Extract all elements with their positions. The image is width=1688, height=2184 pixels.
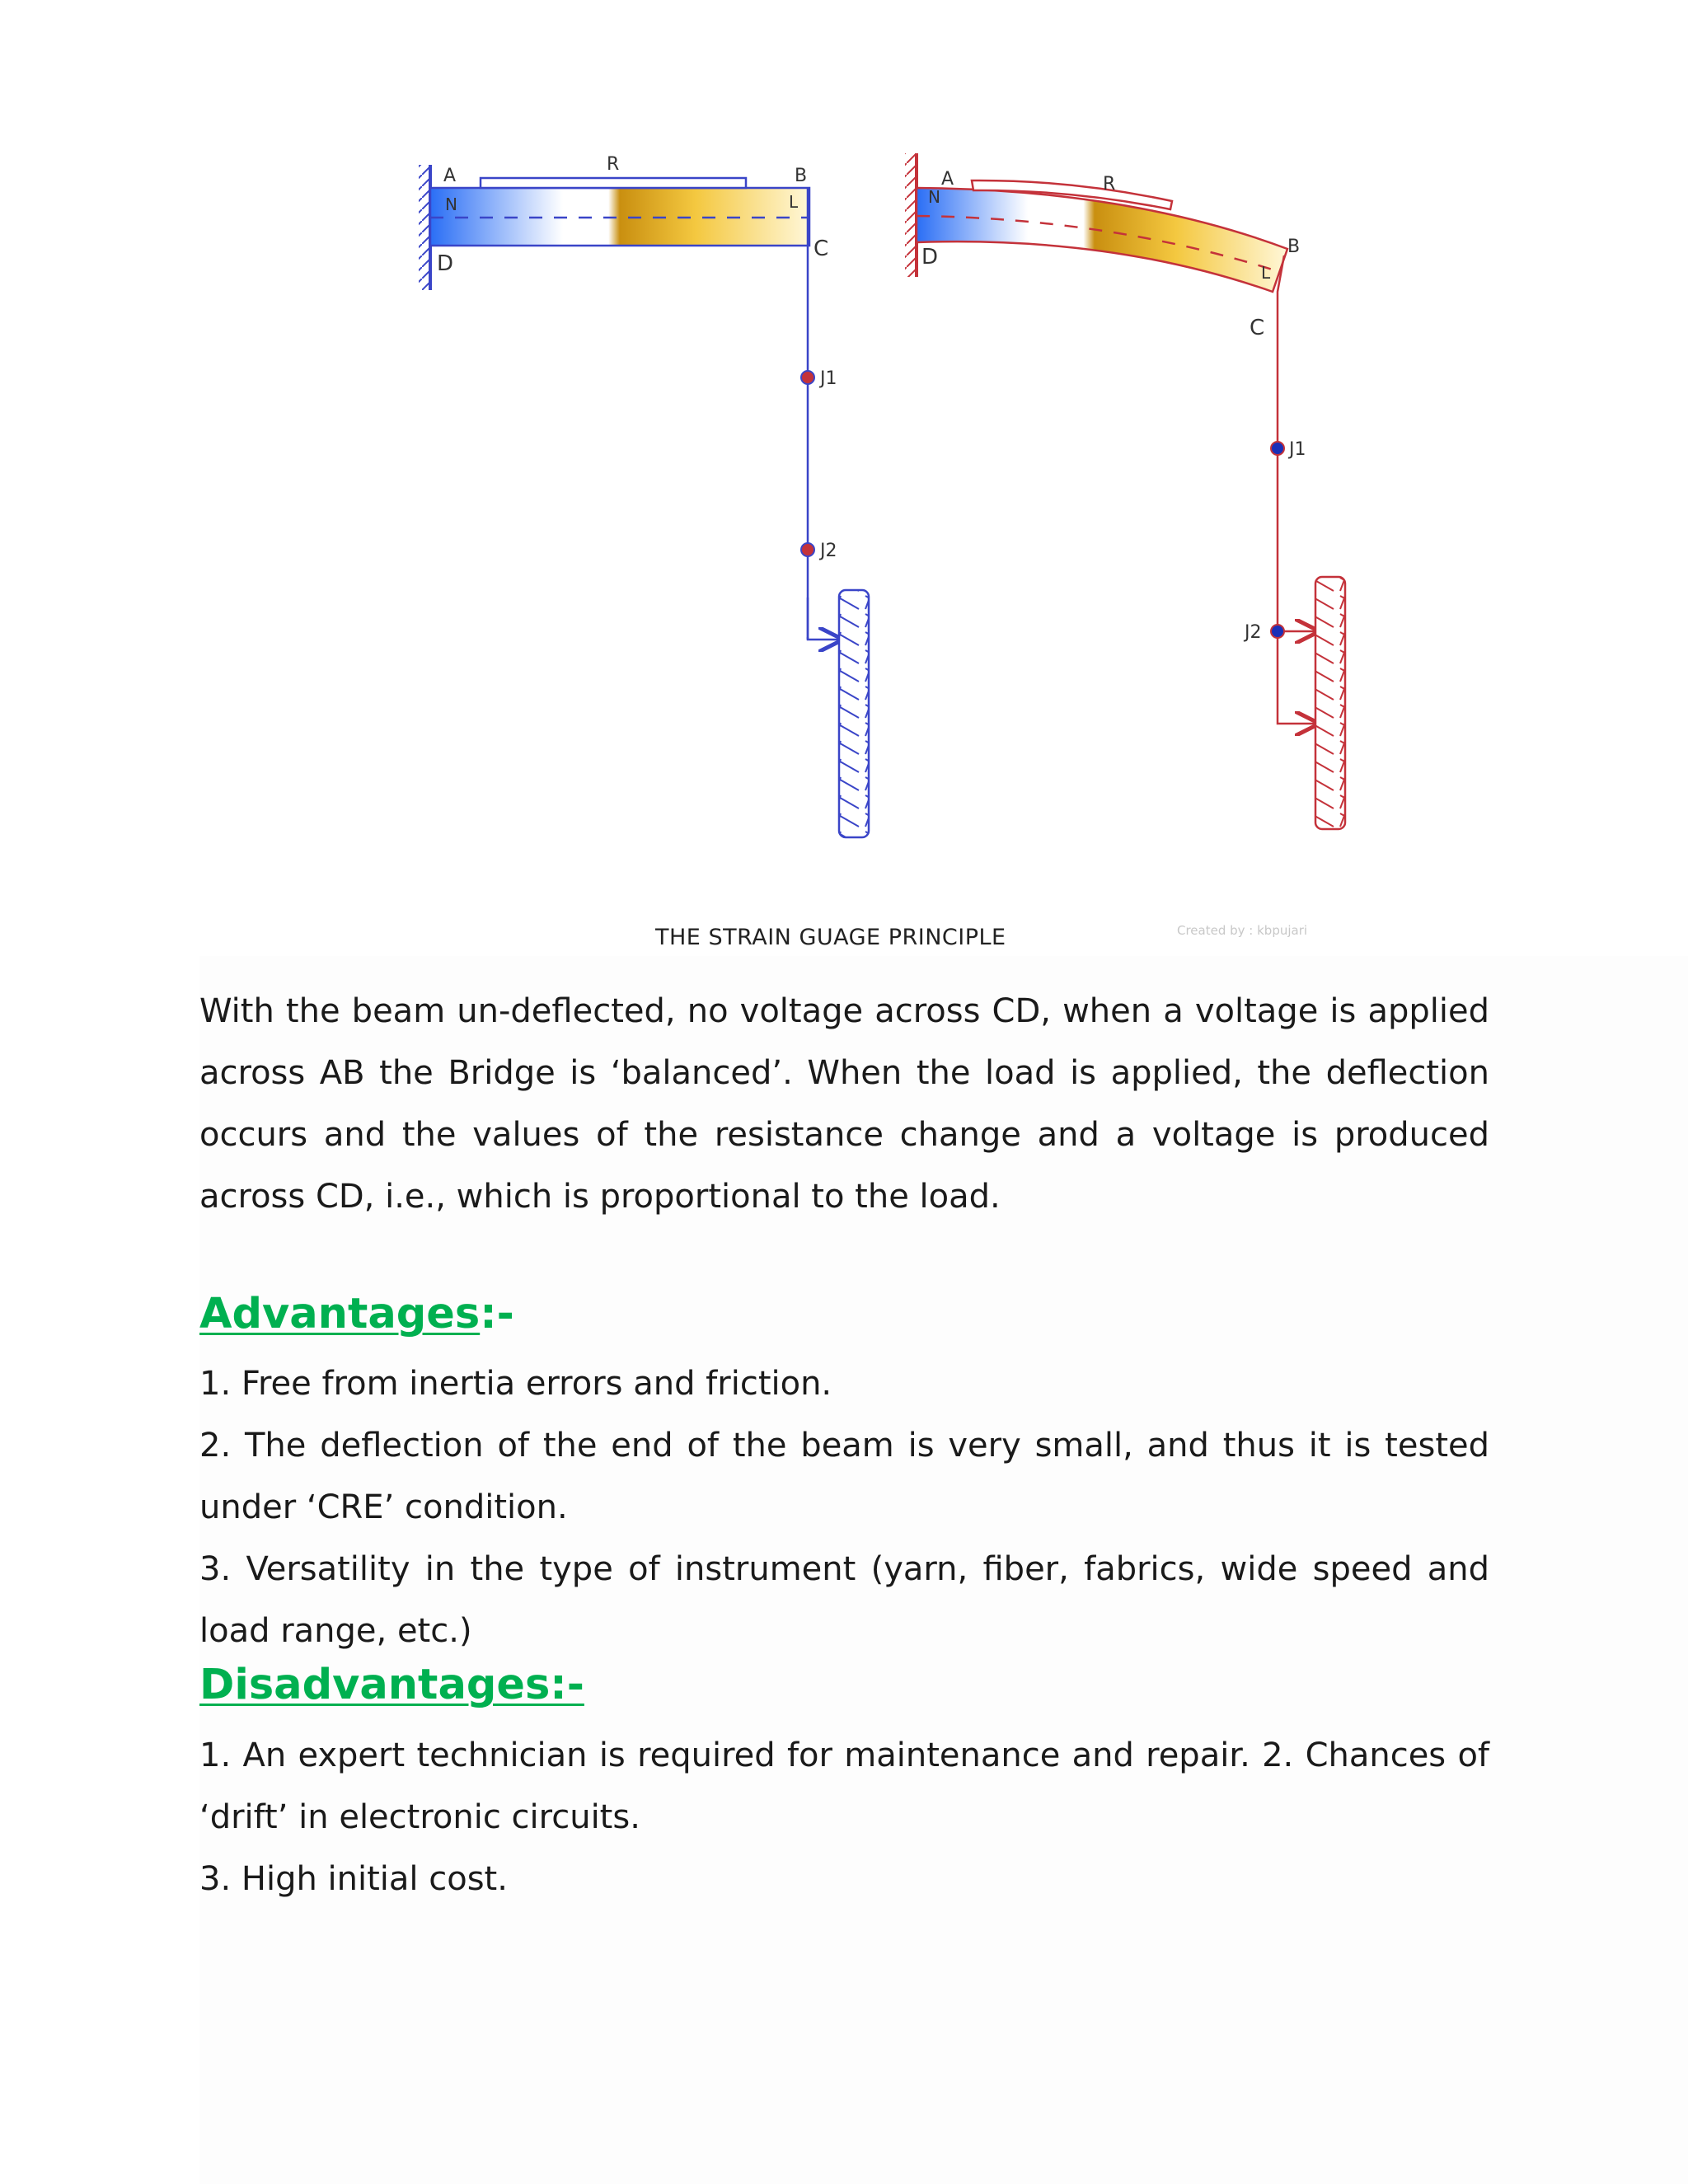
beam-right	[917, 188, 1287, 292]
body-paragraph: With the beam un-deflected, no voltage across CD, when a voltage is applied across AB the Bridge is ‘balanced’. When the load is applied, the deflection occurs and the values of the resistance change and a voltage is produced across CD, i.e., which is proportional to the load.	[199, 992, 1489, 1216]
label-l-left: L	[789, 192, 799, 212]
undeflected-beam-figure	[419, 154, 869, 837]
label-l-right: L	[1261, 263, 1271, 283]
advantages-suffix: :-	[480, 1290, 514, 1338]
advantages-list	[199, 1353, 1489, 1662]
junction-j1-left	[801, 371, 814, 384]
label-a-right: A	[941, 169, 954, 190]
label-j2-left: J2	[820, 541, 837, 561]
list-item: 3. High initial cost.	[199, 1860, 508, 1898]
advantages-heading	[199, 1290, 514, 1339]
figure-caption: THE STRAIN GUAGE PRINCIPLE	[655, 925, 1006, 950]
deflected-beam-figure	[905, 153, 1345, 829]
label-n-left: N	[445, 194, 457, 214]
label-r-right: R	[1103, 174, 1116, 194]
junction-j2-left	[801, 543, 814, 556]
list-item: 1. An expert technician is required for maintenance and repair. 2. Chances of ‘drift’ in electronic circuits.	[199, 1736, 1489, 1836]
label-j1-left: J1	[820, 368, 837, 389]
junction-j2-right	[1271, 625, 1284, 638]
label-d-right: D	[921, 245, 939, 269]
label-j1-right: J1	[1289, 439, 1306, 460]
strain-gauge-diagram	[387, 140, 1385, 865]
list-item: 1. Free from inertia errors and friction.	[199, 1365, 832, 1403]
scale-left	[839, 590, 869, 837]
disadvantages-title: Disadvantages:-	[199, 1661, 584, 1709]
wall-right	[905, 153, 917, 277]
label-b-right: B	[1287, 237, 1301, 257]
advantages-title: Advantages	[199, 1290, 481, 1338]
label-r-left: R	[607, 154, 620, 175]
list-item: 2. The deflection of the end of the beam is very small, and thus it is tested under ‘CRE’ condition.	[199, 1427, 1489, 1526]
disadvantages-heading	[199, 1661, 584, 1710]
scale-right	[1315, 577, 1345, 829]
strain-gauge-r-left	[481, 178, 746, 188]
wall-left	[419, 165, 430, 290]
junction-j1-right	[1271, 442, 1284, 455]
figure-credit: Created by : kbpujari	[1177, 923, 1308, 938]
label-j2-right: J2	[1245, 622, 1262, 643]
disadvantages-list	[199, 1725, 1489, 1910]
label-c-left: C	[814, 237, 829, 261]
label-b-left: B	[795, 166, 808, 186]
list-item: 3. Versatility in the type of instrument (yarn, fiber, fabrics, wide speed and load range, etc.)	[199, 1550, 1489, 1650]
label-d-left: D	[437, 251, 454, 276]
label-a-left: A	[443, 166, 457, 186]
label-n-right: N	[928, 187, 940, 207]
label-c-right: C	[1250, 316, 1265, 340]
